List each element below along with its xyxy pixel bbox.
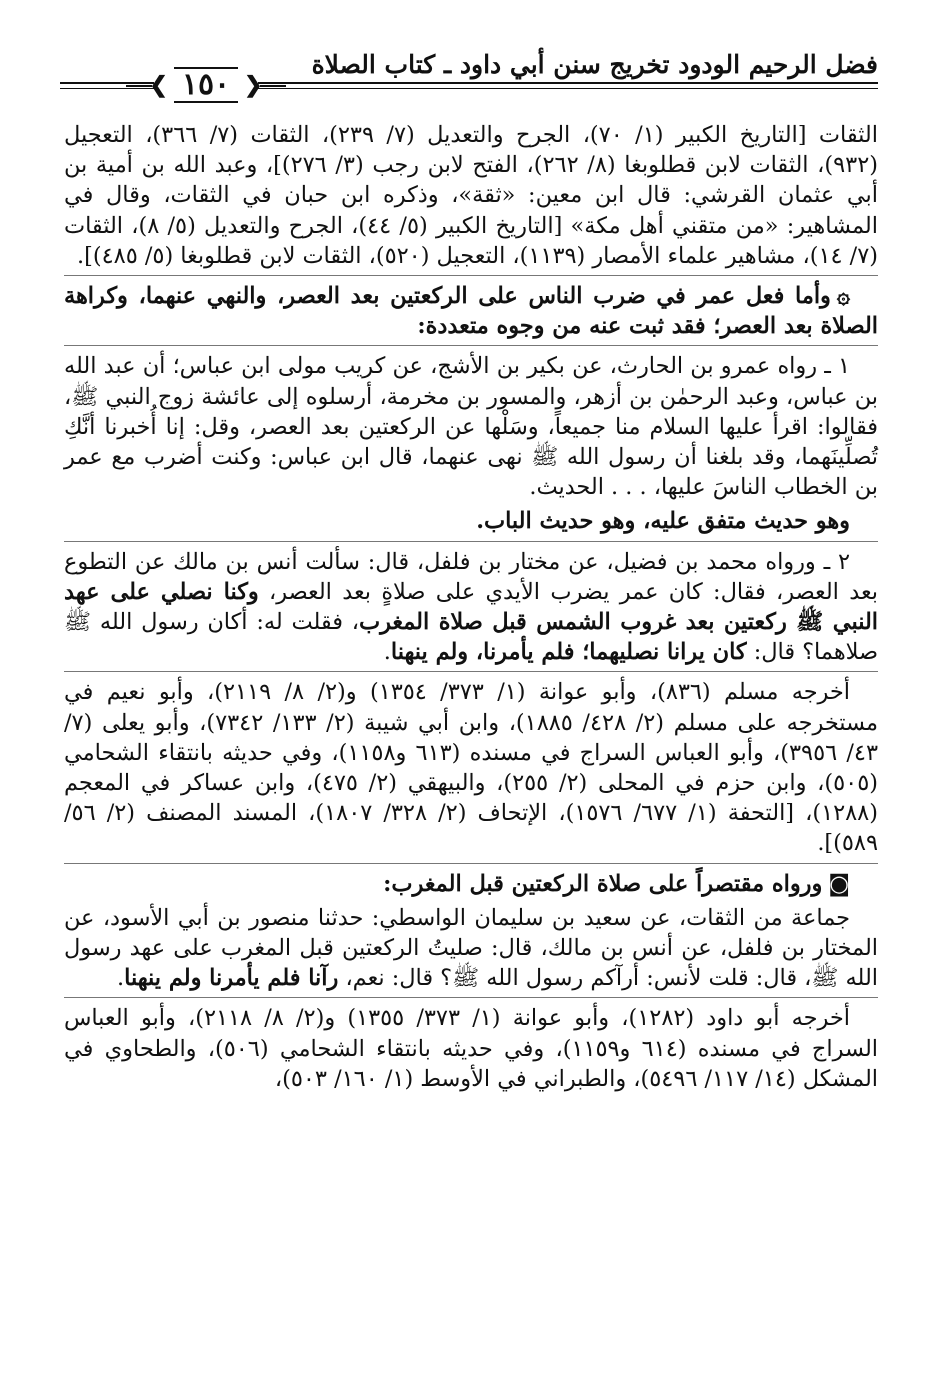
paragraph-narrator-grading: الثقات [التاريخ الكبير (١/ ٧٠)، الجرح والتعديل (٧/ ٢٣٩)، الثقات (٧/ ٣٦٦)، التعجيل (٩٣٢)، الثقات لابن قطلوبغا (٨/ ٢٦٢)، الفتح لابن رجب (٣/ ٢٧٦)]، وعبد الله بن أمية بن أبي عثمان القرشي: قال ابن معين: «ثقة»، وذكره ابن حبان في الثقات، وقال في المشاهير: «من متقني أهل مكة» [التاريخ الكبير (٥/ ٤٤)، الجرح والتعديل (٥/ ٨)، الثقات (٧/ ١٤)، مشاهير علماء الأمصار (١١٣٩)، التعجيل (٥٢٠)، الثقات لابن قطلوبغا (٥/ ٤٨٥)]. bbox=[64, 122, 878, 269]
ornament-right-icon: ❯ bbox=[244, 72, 263, 98]
paragraph-umar-ruling bbox=[64, 281, 878, 341]
page-number-dash-right bbox=[260, 85, 286, 87]
ornament-left-icon: ❮ bbox=[149, 72, 168, 98]
page-body bbox=[64, 120, 878, 1098]
page-number: ١٥٠ bbox=[174, 67, 238, 103]
section-divider bbox=[64, 541, 878, 542]
text-run: ، فقلت له: أكان رسول الله ﷺ صلاهما؟ قال: bbox=[64, 609, 878, 666]
bold-run: كان يرانا نصليهما؛ فلم يأمرنا، ولم ينهنا bbox=[390, 639, 747, 666]
subheading-text: ورواه مقتصراً على صلاة الركعتين قبل المغرب: bbox=[383, 870, 823, 897]
page-number-ornament bbox=[149, 66, 263, 104]
paragraph-narration-3 bbox=[64, 903, 878, 994]
section-divider bbox=[64, 863, 878, 864]
bold-run: رآنا فلم يأمرنا ولم ينهنا bbox=[124, 965, 339, 992]
paragraph-narration-1: ١ ـ رواه عمرو بن الحارث، عن بكير بن الأشج، عن كريب مولى ابن عباس؛ أن عبد الله بن عباس، وعبد الرحمٰن بن أزهر، والمسور بن مخرمة، أرسلوه إلى عائشة زوج النبي ﷺ، فقالوا: اقرأ عليها السلام منا جميعاً، وسَلْها عن الركعتين بعد العصر، وقل: إنا أُخبرنا أنَّكِ تُصلِّينَهما، وقد بلغنا أن رسول الله ﷺ نهى عنهما، قال ابن عباس: وكنت أضرب مع عمر بن الخطاب الناسَ عليها، . . . الحديث. bbox=[64, 353, 878, 501]
text-run: . bbox=[117, 965, 125, 992]
section-divider bbox=[64, 275, 878, 276]
bold-run: وكنا نصلي على عهد النبي ﷺ ركعتين بعد غروب الشمس قبل صلاة المغرب bbox=[64, 578, 879, 636]
section-mark-icon: ۞ bbox=[836, 283, 850, 310]
header-title: فضل الرحيم الودود تخريج سنن أبي داود ـ كتاب الصلاة bbox=[311, 50, 878, 79]
paragraph-narration-2 bbox=[64, 547, 878, 668]
heading-text: وأما فعل عمر في ضرب الناس على الركعتين بعد العصر، والنهي عنهما، وكراهة الصلاة بعد العصر؛ فقد ثبت عنه من وجوه متعددة: bbox=[64, 283, 878, 340]
paragraph-sources-1: أخرجه مسلم (٨٣٦)، وأبو عوانة (١/ ٣٧٣/ ١٣٥٤) و(٢/ ٨/ ٢١١٩)، وأبو نعيم في مستخرجه على مسلم (٢/ ٤٢٨/ ١٨٨٥)، وابن أبي شيبة (٢/ ١٣٣/ ٧٣٤٢)، وأبو يعلى (٧/ ٤٣/ ٣٩٥٦)، وأبو العباس السراج في مسنده (٦١٣ و١١٥٨)، وفي حديثه بانتقاء الشحامي (٥٠٥)، وابن حزم في المحلى (٢/ ٢٥٥)، والبيهقي (٢/ ٤٧٥)، وابن عساكر في المعجم (١٢٨٨)، [التحفة (١/ ٦٧٧/ ١٥٧٦)، الإتحاف (٢/ ٣٢٨/ ١٨٠٧)، المسند المصنف (٢/ ٥٦/ ٥٨٩)]. bbox=[64, 679, 879, 857]
paragraph-agreed-upon bbox=[64, 506, 878, 536]
section-divider bbox=[64, 997, 878, 998]
paragraph-sources-2: أخرجه أبو داود (١٢٨٢)، وأبو عوانة (١/ ٣٧٣/ ١٣٥٥) و(٢/ ٨/ ٢١١٨)، وأبو العباس السراج في مسنده (٦١٤ و١١٥٩)، وفي حديثه بانتقاء الشحامي (٥٠٦)، والطحاوي في المشكل (١٤/ ١١٧/ ٥٤٩٦)، والطبراني في الأوسط (١/ ١٦٠/ ٥٠٣)، bbox=[64, 1005, 878, 1092]
bold-statement: وهو حديث متفق عليه، وهو حديث الباب. bbox=[476, 508, 850, 535]
text-run: جماعة من الثقات، عن سعيد بن سليمان الواسطي: حدثنا منصور بن أبي الأسود، عن المختار بن فلفل، عن أنس بن مالك، قال: صليتُ الركعتين قبل المغرب على عهد رسول الله ﷺ، قال: قلت لأنس: أرآكم رسول الله ﷺ؟ قال: نعم، bbox=[64, 904, 878, 992]
bullet-icon: ◙ bbox=[828, 870, 850, 897]
running-header bbox=[60, 46, 878, 110]
page-number-dash-left bbox=[126, 85, 152, 87]
text-run: . bbox=[383, 639, 391, 666]
paragraph-subheading bbox=[64, 869, 878, 899]
section-divider bbox=[64, 345, 878, 346]
section-divider bbox=[64, 671, 878, 672]
text-run: ٢ ـ ورواه محمد بن فضيل، عن مختار بن فلفل، قال: سألت أنس بن مالك عن التطوع بعد العصر، فقال: كان عمر يضرب الأيدي على صلاةٍ بعد العصر، bbox=[64, 548, 878, 605]
